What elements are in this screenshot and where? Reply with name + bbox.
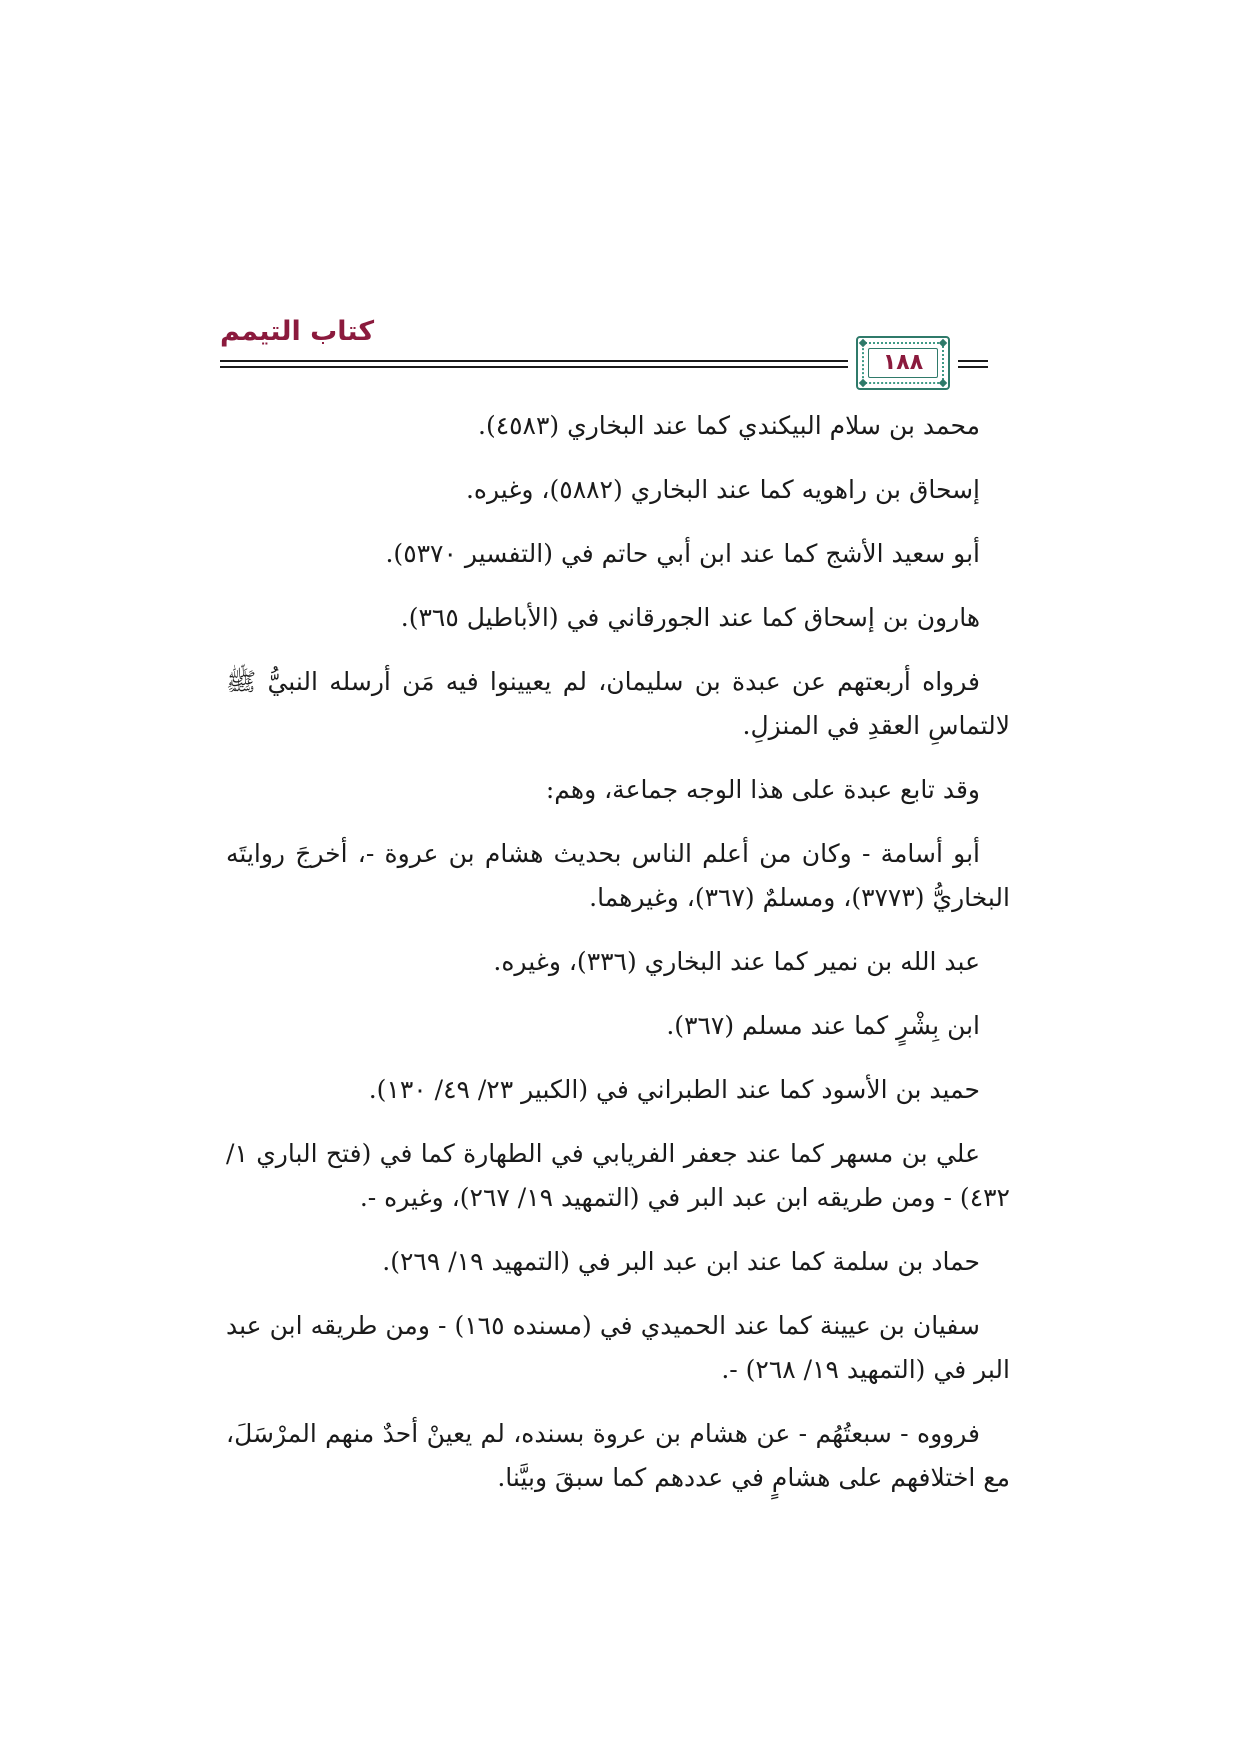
page-header: [220, 300, 1010, 390]
paragraph: ابن بِشْرٍ كما عند مسلم (٣٦٧).: [666, 1011, 980, 1040]
paragraph: عبد الله بن نمير كما عند البخاري (٣٣٦)، وغيره.: [493, 947, 980, 976]
page-number-frame-ornament: [856, 336, 950, 390]
header-rule: [958, 360, 988, 362]
page-body: [226, 404, 1010, 1520]
frame-corner-ornament: [939, 379, 947, 387]
page-number: ١٨٨: [882, 350, 924, 375]
paragraph: إسحاق بن راهويه كما عند البخاري (٥٨٨٢)، وغيره.: [465, 475, 980, 504]
paragraph: محمد بن سلام البيكندي كما عند البخاري (٤٥٨٣).: [478, 411, 980, 440]
paragraph: فرواه أربعتهم عن عبدة بن سليمان، لم يعيينوا فيه مَن أرسله النبيُّ ﷺ لالتماسِ العقدِ في المنزلِ.: [226, 667, 1010, 740]
chapter-title: كتاب التيمم: [220, 316, 375, 347]
header-rule: [958, 366, 988, 368]
paragraph: وقد تابع عبدة على هذا الوجه جماعة، وهم:: [545, 775, 980, 804]
header-rule: [220, 366, 848, 368]
paragraph: أبو سعيد الأشج كما عند ابن أبي حاتم في (التفسير ٥٣٧٠).: [385, 539, 980, 568]
paragraph: حماد بن سلمة كما عند ابن عبد البر في (التمهيد ١٩/ ٢٦٩).: [382, 1247, 980, 1276]
frame-corner-ornament: [859, 339, 867, 347]
paragraph: أبو أسامة - وكان من أعلم الناس بحديث هشام بن عروة -، أخرجَ روايتَه البخاريُّ (٣٧٧٣)، ومسلمٌ (٣٦٧)، وغيرهما.: [226, 839, 1010, 912]
frame-corner-ornament: [859, 379, 867, 387]
paragraph: علي بن مسهر كما عند جعفر الفريابي في الطهارة كما في (فتح الباري ١/ ٤٣٢) - ومن طريقه ابن عبد البر في (التمهيد ١٩/ ٢٦٧)، وغيره -.: [226, 1139, 1010, 1212]
header-rule: [220, 360, 848, 362]
paragraph: هارون بن إسحاق كما عند الجورقاني في (الأباطيل ٣٦٥).: [400, 603, 980, 632]
paragraph: سفيان بن عيينة كما عند الحميدي في (مسنده ١٦٥) - ومن طريقه ابن عبد البر في (التمهيد ١٩/ ٢٦٨) -.: [226, 1311, 1010, 1384]
frame-corner-ornament: [939, 339, 947, 347]
paragraph: فرووه - سبعتُهُم - عن هشام بن عروة بسنده، لم يعينْ أحدٌ منهم المرْسَلَ، مع اختلافهم على هشامٍ في عددهم كما سبقَ وبيَّنا.: [226, 1419, 1010, 1492]
paragraph: حميد بن الأسود كما عند الطبراني في (الكبير ٢٣/ ٤٩/ ١٣٠).: [368, 1075, 980, 1104]
